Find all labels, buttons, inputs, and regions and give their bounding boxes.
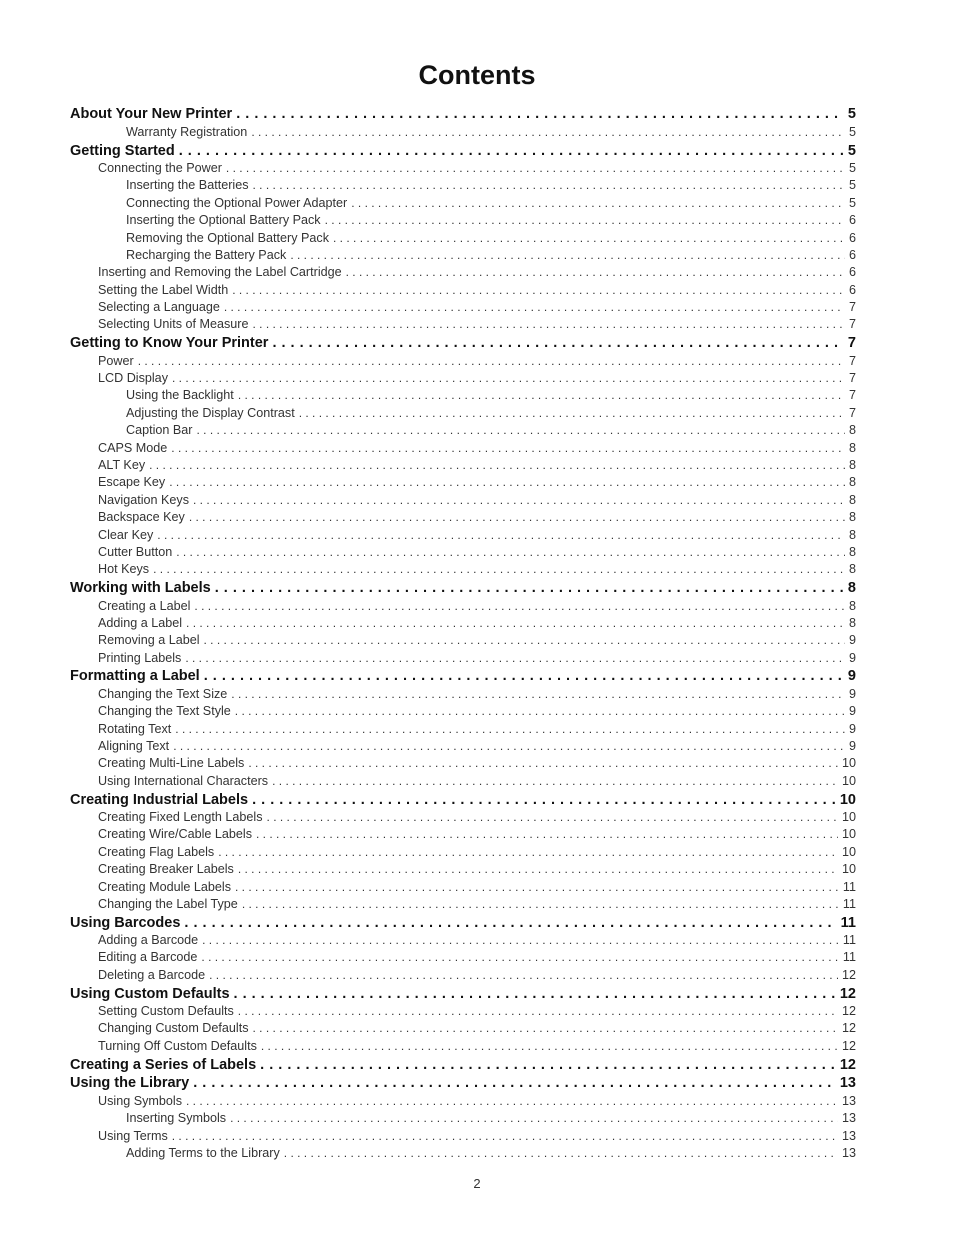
toc-entry-page: 6 [848,213,856,228]
toc-entry-page: 7 [848,300,856,315]
toc-entry-page: 5 [848,160,856,175]
dot-leader [253,316,845,333]
toc-entry-title: Creating Industrial Labels [70,791,249,808]
toc-entry-page: 6 [848,247,856,262]
toc-subentry [70,949,856,966]
toc-entry-title: About Your New Printer [70,106,233,123]
toc-entry-page: 9 [848,650,856,665]
dot-leader [175,721,845,738]
toc-subentry [70,967,856,984]
toc-entry-page: 12 [841,1021,856,1036]
dot-leader [284,1145,838,1162]
toc-entry-page: 5 [848,124,856,139]
toc-subentry [70,632,856,649]
toc-entry-page: 9 [847,668,856,685]
toc-entry-title: Working with Labels [70,580,211,597]
dot-leader [204,632,845,649]
toc-entry-title: Using Barcodes [70,914,181,931]
toc-section-entry [70,106,856,123]
dot-leader [193,492,845,509]
toc-entry-title: Removing the Optional Battery Pack [126,230,330,245]
toc-subentry [70,387,856,404]
toc-entry-title: Setting the Label Width [98,282,229,297]
toc-section-entry [70,143,856,160]
dot-leader [194,598,845,615]
toc-subentry [70,282,856,299]
toc-entry-page: 6 [848,282,856,297]
dot-leader [238,387,845,404]
toc-entry-title: Formatting a Label [70,668,200,685]
dot-leader [186,615,845,632]
toc-entry-page: 5 [848,178,856,193]
toc-entry-title: Inserting the Optional Battery Pack [126,213,321,228]
toc-entry-page: 13 [841,1128,856,1143]
toc-entry-page: 10 [841,756,856,771]
dot-leader [197,422,845,439]
toc-entry-title: Printing Labels [98,650,182,665]
toc-subentry [70,474,856,491]
toc-section-entry [70,1075,856,1092]
dot-leader [226,160,845,177]
toc-entry-title: Deleting a Barcode [98,967,206,982]
dot-leader [234,986,836,1003]
dot-leader [138,353,845,370]
toc-subentry [70,1093,856,1110]
dot-leader [189,509,845,526]
toc-entry-page: 9 [848,721,856,736]
toc-entry-title: Aligning Text [98,739,170,754]
dot-leader [248,755,838,772]
toc-entry-page: 11 [842,879,856,894]
toc-subentry [70,160,856,177]
dot-leader [202,932,839,949]
toc-entry-page: 7 [848,371,856,386]
page-number: 2 [473,1176,481,1191]
dot-leader [236,106,844,123]
toc-subentry [70,773,856,790]
dot-leader [231,686,845,703]
toc-entry-page: 9 [848,633,856,648]
toc-entry-title: Adjusting the Display Contrast [126,405,295,420]
dot-leader [346,264,845,281]
dot-leader [235,879,839,896]
toc-entry-title: Creating Breaker Labels [98,862,234,877]
dot-leader [256,826,838,843]
dot-leader [230,1110,838,1127]
dot-leader [224,299,845,316]
dot-leader [176,544,845,561]
toc-subentry [70,230,856,247]
dot-leader [272,335,843,352]
toc-subentry [70,527,856,544]
dot-leader [252,792,836,809]
toc-entry-page: 8 [848,440,856,455]
toc-entry-title: Adding a Label [98,615,183,630]
toc-entry-title: Creating a Label [98,598,191,613]
toc-subentry [70,177,856,194]
toc-entry-title: Hot Keys [98,562,150,577]
toc-entry-title: Backspace Key [98,510,185,525]
toc-entry-title: Selecting Units of Measure [98,317,249,332]
toc-entry-title: Adding a Barcode [98,933,199,948]
dot-leader [290,247,845,264]
toc-subentry [70,195,856,212]
toc-entry-title: Connecting the Power [98,160,222,175]
toc-subentry [70,598,856,615]
table-of-contents [70,105,856,1162]
toc-subentry [70,544,856,561]
toc-section-entry [70,335,856,352]
toc-entry-page: 8 [848,544,856,559]
toc-entry-title: Creating Module Labels [98,879,232,894]
dot-leader [215,580,844,597]
toc-entry-title: Using the Library [70,1075,190,1092]
toc-subentry [70,650,856,667]
toc-entry-title: Using Custom Defaults [70,985,230,1002]
toc-subentry [70,896,856,913]
dot-leader [333,230,845,247]
dot-leader [204,668,844,685]
toc-entry-page: 6 [848,230,856,245]
toc-entry-title: Clear Key [98,527,154,542]
toc-entry-page: 10 [841,844,856,859]
toc-entry-page: 11 [842,896,856,911]
toc-entry-title: Adding Terms to the Library [126,1145,280,1160]
dot-leader [260,1057,836,1074]
toc-subentry [70,703,856,720]
toc-entry-title: Navigation Keys [98,492,190,507]
toc-subentry [70,264,856,281]
toc-entry-title: Using International Characters [98,773,269,788]
toc-entry-page: 13 [839,1075,856,1092]
toc-section-entry [70,1057,856,1074]
toc-subentry [70,124,856,141]
toc-subentry [70,615,856,632]
toc-subentry [70,809,856,826]
toc-entry-title: Creating Flag Labels [98,844,215,859]
dot-leader [253,177,845,194]
toc-entry-page: 9 [848,739,856,754]
dot-leader [173,738,845,755]
toc-entry-page: 8 [848,615,856,630]
toc-subentry [70,1003,856,1020]
toc-entry-page: 12 [841,967,856,982]
toc-entry-title: Turning Off Custom Defaults [98,1038,257,1053]
toc-section-entry [70,668,856,685]
toc-entry-title: Creating Fixed Length Labels [98,809,263,824]
toc-section-entry [70,915,856,932]
toc-entry-title: CAPS Mode [98,440,168,455]
dot-leader [267,809,838,826]
toc-subentry [70,738,856,755]
toc-entry-title: Inserting Symbols [126,1111,227,1126]
toc-section-entry [70,792,856,809]
dot-leader [149,457,845,474]
toc-entry-page: 7 [848,317,856,332]
toc-entry-page: 10 [841,773,856,788]
toc-entry-title: Creating a Series of Labels [70,1056,257,1073]
toc-subentry [70,861,856,878]
toc-entry-page: 7 [847,335,856,352]
toc-entry-title: Using Symbols [98,1093,182,1108]
toc-subentry [70,1038,856,1055]
dot-leader [253,1020,838,1037]
toc-entry-page: 10 [841,809,856,824]
toc-entry-title: Changing the Text Style [98,704,231,719]
toc-entry-title: Recharging the Battery Pack [126,247,287,262]
toc-subentry [70,492,856,509]
toc-entry-title: Changing the Label Type [98,896,238,911]
toc-entry-page: 8 [848,475,856,490]
toc-entry-page: 8 [848,562,856,577]
dot-leader [179,143,844,160]
toc-entry-page: 7 [848,353,856,368]
toc-entry-title: Getting to Know Your Printer [70,335,269,352]
dot-leader [235,703,845,720]
dot-leader [171,440,845,457]
toc-subentry [70,353,856,370]
toc-entry-page: 8 [848,423,856,438]
toc-entry-page: 11 [842,950,856,965]
toc-entry-title: Removing a Label [98,633,200,648]
toc-entry-page: 12 [841,1004,856,1019]
toc-subentry [70,316,856,333]
toc-subentry [70,755,856,772]
toc-subentry [70,561,856,578]
toc-entry-page: 11 [842,933,856,948]
toc-entry-title: Inserting the Batteries [126,178,249,193]
toc-subentry [70,1145,856,1162]
toc-subentry [70,457,856,474]
toc-entry-title: Caption Bar [126,423,193,438]
toc-entry-page: 8 [847,580,856,597]
dot-leader [185,650,845,667]
toc-entry-page: 5 [848,195,856,210]
toc-entry-title: Changing Custom Defaults [98,1021,249,1036]
toc-entry-title: Editing a Barcode [98,950,198,965]
toc-entry-page: 8 [848,510,856,525]
toc-entry-page: 12 [839,985,856,1002]
toc-entry-title: Changing the Text Size [98,686,228,701]
toc-entry-page: 10 [841,827,856,842]
dot-leader [157,527,845,544]
dot-leader [186,1093,838,1110]
toc-entry-page: 13 [841,1093,856,1108]
toc-entry-page: 8 [848,527,856,542]
toc-entry-page: 12 [839,1056,856,1073]
toc-entry-page: 8 [848,492,856,507]
toc-entry-page: 11 [840,914,856,931]
toc-subentry [70,826,856,843]
dot-leader [251,124,845,141]
toc-entry-title: Using the Backlight [126,388,234,403]
toc-entry-page: 10 [839,791,856,808]
page-title: Contents [418,60,536,90]
toc-subentry [70,1020,856,1037]
dot-leader [193,1075,836,1092]
toc-entry-title: Power [98,353,134,368]
toc-subentry [70,509,856,526]
toc-entry-page: 8 [848,457,856,472]
toc-subentry [70,212,856,229]
toc-entry-page: 7 [848,405,856,420]
toc-entry-title: Getting Started [70,142,175,159]
toc-entry-title: Creating Multi-Line Labels [98,756,245,771]
toc-section-entry [70,986,856,1003]
toc-entry-page: 5 [847,106,856,123]
dot-leader [169,474,845,491]
toc-entry-page: 10 [841,862,856,877]
toc-entry-page: 13 [841,1145,856,1160]
toc-subentry [70,932,856,949]
toc-subentry [70,405,856,422]
toc-entry-page: 8 [848,598,856,613]
dot-leader [218,844,838,861]
toc-subentry [70,422,856,439]
toc-entry-title: Inserting and Removing the Label Cartridge [98,265,342,280]
dot-leader [272,773,838,790]
toc-subentry [70,721,856,738]
toc-entry-title: Selecting a Language [98,300,220,315]
toc-entry-page: 9 [848,704,856,719]
toc-entry-title: Using Terms [98,1128,168,1143]
dot-leader [238,1003,838,1020]
dot-leader [153,561,845,578]
dot-leader [238,861,838,878]
toc-subentry [70,299,856,316]
toc-entry-title: Rotating Text [98,721,172,736]
dot-leader [242,896,839,913]
dot-leader [201,949,839,966]
toc-entry-title: Warranty Registration [126,124,248,139]
toc-entry-title: Cutter Button [98,544,173,559]
toc-subentry [70,879,856,896]
dot-leader [172,370,845,387]
toc-entry-page: 6 [848,265,856,280]
dot-leader [299,405,845,422]
toc-entry-title: Creating Wire/Cable Labels [98,827,252,842]
toc-subentry [70,440,856,457]
dot-leader [261,1038,838,1055]
toc-subentry [70,686,856,703]
toc-entry-page: 7 [848,388,856,403]
toc-subentry [70,370,856,387]
toc-entry-page: 12 [841,1038,856,1053]
dot-leader [325,212,845,229]
dot-leader [172,1128,838,1145]
toc-entry-title: LCD Display [98,371,168,386]
toc-entry-page: 9 [848,686,856,701]
toc-subentry [70,1110,856,1127]
toc-subentry [70,844,856,861]
dot-leader [184,915,836,932]
dot-leader [351,195,845,212]
toc-entry-title: Setting Custom Defaults [98,1004,234,1019]
toc-subentry [70,1128,856,1145]
toc-entry-page: 5 [847,142,856,159]
toc-entry-title: Escape Key [98,475,166,490]
toc-entry-title: Connecting the Optional Power Adapter [126,195,348,210]
toc-subentry [70,247,856,264]
toc-entry-title: ALT Key [98,457,146,472]
toc-section-entry [70,580,856,597]
dot-leader [232,282,845,299]
toc-entry-page: 13 [841,1111,856,1126]
dot-leader [209,967,838,984]
